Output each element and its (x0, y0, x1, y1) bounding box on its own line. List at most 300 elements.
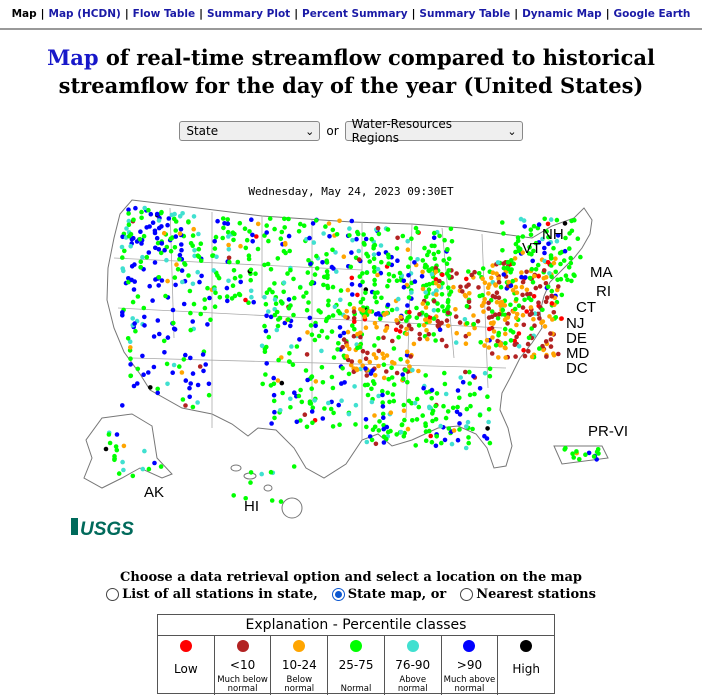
label-ct: CT (576, 299, 596, 316)
station-dot (437, 279, 442, 284)
station-dot (506, 315, 511, 320)
station-dot (467, 370, 472, 375)
station-dot (233, 276, 238, 281)
station-dot (288, 324, 293, 329)
station-dot (553, 270, 558, 275)
station-dot (264, 314, 269, 319)
radio-label: Nearest stations (476, 587, 596, 602)
station-dot (308, 399, 313, 404)
station-dot (549, 255, 554, 260)
station-dot (375, 273, 380, 278)
station-dot (428, 434, 433, 439)
station-dot (373, 291, 378, 296)
station-dot (404, 318, 409, 323)
label-nj: NJ (566, 315, 585, 332)
station-dot (292, 296, 297, 301)
legend-class-much-below (215, 636, 272, 695)
station-dot (499, 343, 504, 348)
station-dot (483, 371, 488, 376)
station-dot (313, 338, 318, 343)
legend-dot (180, 640, 192, 652)
station-dot (292, 464, 297, 469)
station-dot (576, 236, 581, 241)
station-dot (122, 249, 127, 254)
station-dot (203, 362, 208, 367)
station-dot (350, 282, 355, 287)
station-dot (131, 474, 136, 479)
station-dot (150, 298, 155, 303)
station-dot (467, 300, 472, 305)
station-dot (529, 311, 534, 316)
station-dot (263, 349, 268, 354)
station-dot (488, 441, 493, 446)
station-dot (226, 243, 231, 248)
station-dot (427, 319, 432, 324)
station-dot (342, 337, 347, 342)
station-dot (280, 381, 285, 386)
station-dot (142, 315, 147, 320)
station-dot (355, 230, 360, 235)
station-dot (544, 300, 549, 305)
radio-button[interactable] (106, 588, 119, 601)
station-dot (304, 368, 309, 373)
station-dot (264, 223, 269, 228)
station-dot (464, 284, 469, 289)
station-dot (456, 388, 461, 393)
station-dot (313, 324, 318, 329)
station-dot (478, 386, 483, 391)
station-dot (310, 421, 315, 426)
station-dot (438, 424, 443, 429)
station-dot (325, 335, 330, 340)
station-dot (578, 255, 583, 260)
station-dot (326, 299, 331, 304)
station-dot (385, 284, 390, 289)
station-dot (312, 398, 317, 403)
station-dot (350, 219, 355, 224)
station-dot (180, 280, 185, 285)
radio-list-stations[interactable] (106, 587, 318, 602)
station-dot (550, 294, 555, 299)
station-dot (392, 361, 397, 366)
station-dot (466, 435, 471, 440)
station-dot (373, 243, 378, 248)
station-dot (231, 283, 236, 288)
station-dot (162, 248, 167, 253)
station-dot (365, 351, 370, 356)
radio-button-selected[interactable] (332, 588, 345, 601)
station-dot (515, 312, 520, 317)
station-dot (188, 311, 193, 316)
station-dot (482, 300, 487, 305)
station-dot (180, 370, 185, 375)
station-dot (171, 321, 176, 326)
station-dot (336, 341, 341, 346)
station-dot (433, 404, 438, 409)
station-dot (440, 304, 445, 309)
station-dot (156, 318, 161, 323)
station-dot (499, 285, 504, 290)
station-dot (424, 390, 429, 395)
station-dot (305, 352, 310, 357)
station-dot (120, 403, 125, 408)
nav-link-map-hcdn[interactable]: Map (HCDN) (48, 8, 121, 20)
station-dot (489, 276, 494, 281)
station-dot (392, 382, 397, 387)
station-dot (301, 294, 306, 299)
station-dot (157, 332, 162, 337)
station-dot (542, 251, 547, 256)
station-dot (243, 298, 248, 303)
station-dot (364, 425, 369, 430)
nav-link-summary-table[interactable]: Summary Table (419, 8, 511, 20)
map-graphic[interactable] (62, 178, 642, 543)
station-dot (502, 272, 507, 277)
station-dot (421, 301, 426, 306)
station-dot (281, 290, 286, 295)
station-dot (374, 300, 379, 305)
station-dot (390, 339, 395, 344)
station-dot (155, 236, 160, 241)
station-dot (180, 268, 185, 273)
station-dot (174, 234, 179, 239)
station-dot (482, 434, 487, 439)
station-dot (339, 381, 344, 386)
station-dot (272, 399, 277, 404)
radio-button[interactable] (460, 588, 473, 601)
station-dot (445, 318, 450, 323)
station-dot (270, 498, 275, 503)
station-dot (583, 452, 588, 457)
station-dot (472, 322, 477, 327)
station-dot (283, 242, 288, 247)
station-dot (500, 248, 505, 253)
station-dot (249, 470, 254, 475)
station-dot (392, 346, 397, 351)
station-dot (222, 221, 227, 226)
station-dot (528, 276, 533, 281)
station-dot (310, 409, 315, 414)
station-dot (444, 344, 449, 349)
station-dot (260, 344, 265, 349)
station-dot (417, 323, 422, 328)
station-dot (395, 307, 400, 312)
station-dot (546, 285, 551, 290)
station-dot (363, 314, 368, 319)
station-dot (441, 258, 446, 263)
station-dot (407, 310, 412, 315)
station-dot (395, 258, 400, 263)
station-dot (373, 373, 378, 378)
station-dot (173, 228, 178, 233)
radio-label: List of all stations in state, (122, 587, 318, 602)
station-dot (435, 391, 440, 396)
nav-item-map[interactable]: Map (11, 8, 37, 20)
label-pr-vi: PR-VI (588, 423, 629, 440)
station-dot (112, 456, 117, 461)
station-dot (442, 238, 447, 243)
station-dot (331, 386, 336, 391)
legend-class-much-above (442, 636, 499, 695)
station-dot (147, 467, 152, 472)
station-dot (345, 354, 350, 359)
station-dot (346, 330, 351, 335)
station-dot (249, 268, 254, 273)
nav-link-dynamic-map[interactable]: Dynamic Map (522, 8, 602, 20)
station-dot (556, 352, 561, 357)
station-dot (522, 323, 527, 328)
station-dot (331, 228, 336, 233)
station-dot (260, 382, 265, 387)
station-dot (503, 341, 508, 346)
station-dot (519, 270, 524, 275)
station-dot (337, 219, 342, 224)
station-dot (501, 308, 506, 313)
station-dot (525, 288, 530, 293)
station-dot (509, 267, 514, 272)
station-dot (500, 220, 505, 225)
station-dot (280, 230, 285, 235)
station-dot (287, 297, 292, 302)
station-dot (170, 370, 175, 375)
station-dot (436, 250, 441, 255)
station-dot (141, 467, 146, 472)
station-dot (291, 277, 296, 282)
station-dot (133, 329, 138, 334)
station-dot (526, 342, 531, 347)
station-dot (256, 222, 261, 227)
station-dot (492, 329, 497, 334)
station-dot (413, 279, 418, 284)
station-dot (529, 232, 534, 237)
station-dot (454, 340, 459, 345)
station-dot (417, 405, 422, 410)
station-dot (342, 254, 347, 259)
title-map-link[interactable]: Map (47, 45, 99, 70)
station-dot (446, 311, 451, 316)
station-dot (326, 401, 331, 406)
station-dot (300, 400, 305, 405)
station-dot (115, 448, 120, 453)
state-select[interactable] (179, 121, 320, 141)
station-dot (498, 303, 503, 308)
station-dot (132, 287, 137, 292)
station-dot (365, 383, 370, 388)
station-dot (115, 432, 120, 437)
station-dot (416, 369, 421, 374)
station-dot (343, 314, 348, 319)
station-dot (542, 268, 547, 273)
station-dot (471, 374, 476, 379)
station-dot (307, 236, 312, 241)
station-dot (376, 364, 381, 369)
radio-state-map[interactable] (332, 587, 446, 602)
streamflow-map[interactable] (62, 178, 642, 543)
station-dot (256, 247, 261, 252)
station-dot (120, 255, 125, 260)
station-dot (478, 340, 483, 345)
station-dot (511, 288, 516, 293)
station-dot (432, 252, 437, 257)
station-dot (399, 324, 404, 329)
station-dot (440, 338, 445, 343)
station-dot (183, 403, 188, 408)
station-dot (465, 407, 470, 412)
station-dot (529, 305, 534, 310)
station-dot (513, 307, 518, 312)
station-dot (262, 295, 267, 300)
station-dot (276, 324, 281, 329)
station-dot (476, 285, 481, 290)
station-dot (365, 373, 370, 378)
station-dot (495, 300, 500, 305)
station-dot (198, 364, 203, 369)
station-dot (326, 286, 331, 291)
station-dot (170, 213, 175, 218)
station-dot (329, 407, 334, 412)
station-dot (354, 367, 359, 372)
station-dot (321, 283, 326, 288)
station-dot (310, 374, 315, 379)
station-dot (320, 365, 325, 370)
station-dot (485, 338, 490, 343)
station-dot (515, 290, 520, 295)
station-dot (434, 434, 439, 439)
station-dot (179, 248, 184, 253)
station-dot (503, 332, 508, 337)
station-dot (253, 271, 258, 276)
station-dot (142, 323, 147, 328)
station-dot (173, 245, 178, 250)
nav-link-google-earth[interactable]: Google Earth (613, 8, 691, 20)
station-dot (372, 278, 377, 283)
station-dot (310, 280, 315, 285)
station-dot (382, 376, 387, 381)
nav-link-percent-summary[interactable]: Percent Summary (302, 8, 408, 20)
station-dot (532, 224, 537, 229)
station-dot (272, 382, 277, 387)
regions-select[interactable] (345, 117, 523, 145)
station-dot (295, 344, 300, 349)
station-dot (424, 328, 429, 333)
station-dot (377, 349, 382, 354)
station-dot (404, 332, 409, 337)
station-dot (444, 392, 449, 397)
station-dot (558, 262, 563, 267)
nav-link-flow-table[interactable]: Flow Table (132, 8, 196, 20)
station-dot (394, 318, 399, 323)
station-dot (482, 343, 487, 348)
station-dot (227, 260, 232, 265)
station-dot (142, 234, 147, 239)
station-dot (389, 410, 394, 415)
station-dot (447, 426, 452, 431)
station-dot (550, 317, 555, 322)
station-dot (155, 212, 160, 217)
station-dot (273, 297, 278, 302)
station-dot (529, 227, 534, 232)
station-dot (405, 359, 410, 364)
station-dot (140, 255, 145, 260)
nav-link-summary-plot[interactable]: Summary Plot (206, 8, 291, 20)
station-dot (305, 425, 310, 430)
station-dot (424, 305, 429, 310)
station-dot (551, 351, 556, 356)
station-dot (173, 283, 178, 288)
station-dot (182, 302, 187, 307)
station-dot (213, 246, 218, 251)
station-dot (372, 352, 377, 357)
label-ma: MA (590, 264, 613, 281)
station-dot (306, 300, 311, 305)
station-dot (364, 237, 369, 242)
station-dot (361, 308, 366, 313)
station-dot (363, 291, 368, 296)
station-dot (178, 231, 183, 236)
station-dot (376, 394, 381, 399)
station-dot (414, 306, 419, 311)
station-dot (430, 411, 435, 416)
station-dot (368, 360, 373, 365)
station-dot (139, 210, 144, 215)
station-dot (236, 260, 241, 265)
station-dot (536, 263, 541, 268)
station-dot (145, 255, 150, 260)
station-dot (372, 257, 377, 262)
station-dot (402, 408, 407, 413)
radio-nearest-stations[interactable] (460, 587, 596, 602)
station-dot (131, 236, 136, 241)
station-dot (490, 335, 495, 340)
legend-class-high (498, 636, 554, 695)
station-dot (549, 275, 554, 280)
station-dot (522, 298, 527, 303)
station-dot (567, 265, 572, 270)
station-dot (146, 370, 151, 375)
legend-class-above (385, 636, 442, 695)
station-dot (451, 285, 456, 290)
station-dot (457, 396, 462, 401)
top-navigation: Map | Map (HCDN) | Flow Table | Summary Plot | Percent Summary | Summary Table | Dynamic Map | Google Earth (0, 0, 702, 30)
station-dot (455, 405, 460, 410)
legend-dot (293, 640, 305, 652)
station-dot (517, 303, 522, 308)
radio-label: State map, or (347, 587, 447, 602)
station-dot (169, 249, 174, 254)
station-dot (131, 300, 136, 305)
station-dot (198, 312, 203, 317)
station-dot (458, 285, 463, 290)
station-dot (288, 268, 293, 273)
legend-dot (350, 640, 362, 652)
station-dot (305, 330, 310, 335)
station-dot (432, 236, 437, 241)
station-dot (481, 266, 486, 271)
station-dot (205, 286, 210, 291)
station-dot (313, 272, 318, 277)
station-dot (166, 335, 171, 340)
station-dot (225, 217, 230, 222)
or-label: or (326, 124, 339, 138)
station-dot (376, 226, 381, 231)
state-select-value: State (186, 124, 219, 138)
station-dot (321, 231, 326, 236)
chevron-down-icon: ⌄ (507, 124, 517, 138)
station-dot (347, 412, 352, 417)
station-dot (186, 273, 191, 278)
station-dot (249, 217, 254, 222)
station-dot (446, 409, 451, 414)
